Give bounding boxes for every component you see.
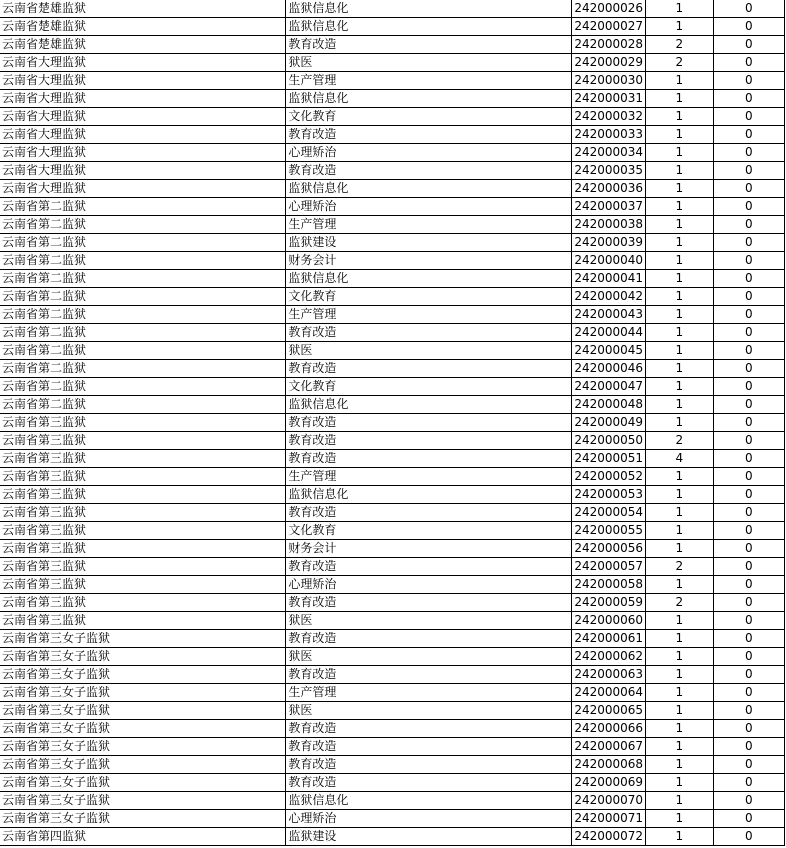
position-code-cell: 242000070	[572, 792, 646, 810]
position-code-cell: 242000072	[572, 828, 646, 846]
recruit-count-cell: 1	[646, 252, 713, 270]
table-row	[0, 180, 785, 198]
recruit-count-cell: 2	[646, 594, 713, 612]
position-code-cell: 242000067	[572, 738, 646, 756]
applicant-count-cell: 0	[713, 828, 784, 846]
table-row	[0, 108, 785, 126]
table-row	[0, 270, 785, 288]
unit-name-cell: 云南省第三监狱	[0, 504, 286, 522]
table-row	[0, 792, 785, 810]
table-row	[0, 630, 785, 648]
table-row	[0, 810, 785, 828]
unit-name-cell: 云南省第三女子监狱	[0, 648, 286, 666]
position-cell: 生产管理	[286, 72, 572, 90]
position-code-cell: 242000052	[572, 468, 646, 486]
position-code-cell: 242000046	[572, 360, 646, 378]
applicant-count-cell: 0	[713, 126, 784, 144]
position-cell: 教育改造	[286, 558, 572, 576]
recruit-count-cell: 1	[646, 774, 713, 792]
position-cell: 教育改造	[286, 504, 572, 522]
applicant-count-cell: 0	[713, 144, 784, 162]
recruit-count-cell: 1	[646, 576, 713, 594]
applicant-count-cell: 0	[713, 252, 784, 270]
table-row	[0, 0, 785, 18]
unit-name-cell: 云南省第二监狱	[0, 288, 286, 306]
recruit-count-cell: 1	[646, 270, 713, 288]
recruit-count-cell: 1	[646, 126, 713, 144]
applicant-count-cell: 0	[713, 378, 784, 396]
position-cell: 心理矫治	[286, 810, 572, 828]
unit-name-cell: 云南省第二监狱	[0, 270, 286, 288]
unit-name-cell: 云南省大理监狱	[0, 108, 286, 126]
position-cell: 教育改造	[286, 414, 572, 432]
unit-name-cell: 云南省第二监狱	[0, 324, 286, 342]
applicant-count-cell: 0	[713, 558, 784, 576]
unit-name-cell: 云南省大理监狱	[0, 144, 286, 162]
position-code-cell: 242000040	[572, 252, 646, 270]
position-cell: 生产管理	[286, 684, 572, 702]
table-row	[0, 468, 785, 486]
unit-name-cell: 云南省第二监狱	[0, 198, 286, 216]
position-code-cell: 242000061	[572, 630, 646, 648]
position-cell: 教育改造	[286, 720, 572, 738]
position-code-cell: 242000031	[572, 90, 646, 108]
unit-name-cell: 云南省第三女子监狱	[0, 666, 286, 684]
position-cell: 生产管理	[286, 306, 572, 324]
table-row	[0, 612, 785, 630]
applicant-count-cell: 0	[713, 648, 784, 666]
unit-name-cell: 云南省第三监狱	[0, 612, 286, 630]
recruit-count-cell: 1	[646, 72, 713, 90]
table-row	[0, 648, 785, 666]
position-cell: 生产管理	[286, 468, 572, 486]
table-row	[0, 396, 785, 414]
applicant-count-cell: 0	[713, 612, 784, 630]
position-code-cell: 242000045	[572, 342, 646, 360]
unit-name-cell: 云南省第三监狱	[0, 576, 286, 594]
position-code-cell: 242000028	[572, 36, 646, 54]
table-row	[0, 558, 785, 576]
recruit-count-cell: 1	[646, 504, 713, 522]
applicant-count-cell: 0	[713, 486, 784, 504]
position-cell: 教育改造	[286, 594, 572, 612]
unit-name-cell: 云南省第三监狱	[0, 414, 286, 432]
position-cell: 财务会计	[286, 252, 572, 270]
applicant-count-cell: 0	[713, 468, 784, 486]
recruit-count-cell: 1	[646, 198, 713, 216]
applicant-count-cell: 0	[713, 414, 784, 432]
recruit-count-cell: 1	[646, 828, 713, 846]
unit-name-cell: 云南省第三监狱	[0, 522, 286, 540]
table-row	[0, 162, 785, 180]
applicant-count-cell: 0	[713, 108, 784, 126]
position-cell: 监狱信息化	[286, 396, 572, 414]
unit-name-cell: 云南省第三女子监狱	[0, 792, 286, 810]
position-cell: 财务会计	[286, 540, 572, 558]
recruit-count-cell: 1	[646, 702, 713, 720]
position-cell: 教育改造	[286, 630, 572, 648]
position-cell: 教育改造	[286, 774, 572, 792]
unit-name-cell: 云南省第三监狱	[0, 468, 286, 486]
position-code-cell: 242000054	[572, 504, 646, 522]
recruit-count-cell: 1	[646, 666, 713, 684]
position-cell: 教育改造	[286, 666, 572, 684]
unit-name-cell: 云南省第二监狱	[0, 342, 286, 360]
table-row	[0, 432, 785, 450]
unit-name-cell: 云南省楚雄监狱	[0, 18, 286, 36]
table-row	[0, 774, 785, 792]
position-code-cell: 242000047	[572, 378, 646, 396]
recruit-count-cell: 1	[646, 324, 713, 342]
table-row	[0, 666, 785, 684]
applicant-count-cell: 0	[713, 72, 784, 90]
position-cell: 文化教育	[286, 288, 572, 306]
position-code-cell: 242000042	[572, 288, 646, 306]
position-code-cell: 242000048	[572, 396, 646, 414]
position-cell: 监狱建设	[286, 828, 572, 846]
position-code-cell: 242000065	[572, 702, 646, 720]
recruit-count-cell: 1	[646, 810, 713, 828]
position-cell: 教育改造	[286, 432, 572, 450]
table-row	[0, 414, 785, 432]
applicant-count-cell: 0	[713, 0, 784, 18]
position-code-cell: 242000026	[572, 0, 646, 18]
unit-name-cell: 云南省第三女子监狱	[0, 702, 286, 720]
position-cell: 狱医	[286, 648, 572, 666]
position-code-cell: 242000050	[572, 432, 646, 450]
table-row	[0, 72, 785, 90]
applicant-count-cell: 0	[713, 216, 784, 234]
table-row	[0, 756, 785, 774]
unit-name-cell: 云南省第二监狱	[0, 396, 286, 414]
table-row	[0, 378, 785, 396]
unit-name-cell: 云南省第四监狱	[0, 828, 286, 846]
position-code-cell: 242000064	[572, 684, 646, 702]
recruit-count-cell: 1	[646, 288, 713, 306]
position-code-cell: 242000033	[572, 126, 646, 144]
table-row	[0, 828, 785, 846]
recruit-count-cell: 1	[646, 216, 713, 234]
recruit-count-cell: 1	[646, 540, 713, 558]
applicant-count-cell: 0	[713, 594, 784, 612]
position-code-cell: 242000066	[572, 720, 646, 738]
position-cell: 监狱信息化	[286, 486, 572, 504]
table-row	[0, 486, 785, 504]
position-code-cell: 242000068	[572, 756, 646, 774]
applicant-count-cell: 0	[713, 360, 784, 378]
position-cell: 教育改造	[286, 36, 572, 54]
table-row	[0, 18, 785, 36]
table-row	[0, 36, 785, 54]
unit-name-cell: 云南省楚雄监狱	[0, 0, 286, 18]
applicant-count-cell: 0	[713, 504, 784, 522]
recruit-count-cell: 1	[646, 414, 713, 432]
position-cell: 监狱信息化	[286, 180, 572, 198]
applicant-count-cell: 0	[713, 522, 784, 540]
position-code-cell: 242000058	[572, 576, 646, 594]
table-row	[0, 594, 785, 612]
position-code-cell: 242000051	[572, 450, 646, 468]
recruit-count-cell: 1	[646, 234, 713, 252]
applicant-count-cell: 0	[713, 198, 784, 216]
position-code-cell: 242000027	[572, 18, 646, 36]
unit-name-cell: 云南省第二监狱	[0, 234, 286, 252]
applicant-count-cell: 0	[713, 234, 784, 252]
unit-name-cell: 云南省大理监狱	[0, 72, 286, 90]
unit-name-cell: 云南省第三监狱	[0, 540, 286, 558]
position-code-cell: 242000060	[572, 612, 646, 630]
recruit-count-cell: 1	[646, 90, 713, 108]
position-cell: 教育改造	[286, 324, 572, 342]
table-row	[0, 216, 785, 234]
position-code-cell: 242000049	[572, 414, 646, 432]
table-row	[0, 54, 785, 72]
unit-name-cell: 云南省第三监狱	[0, 558, 286, 576]
unit-name-cell: 云南省第二监狱	[0, 216, 286, 234]
position-cell: 监狱信息化	[286, 18, 572, 36]
recruit-count-cell: 1	[646, 378, 713, 396]
recruit-count-cell: 1	[646, 720, 713, 738]
recruit-count-cell: 1	[646, 630, 713, 648]
table-row	[0, 126, 785, 144]
position-cell: 教育改造	[286, 126, 572, 144]
table-row	[0, 720, 785, 738]
unit-name-cell: 云南省第三女子监狱	[0, 756, 286, 774]
unit-name-cell: 云南省第三女子监狱	[0, 738, 286, 756]
table-row	[0, 504, 785, 522]
applicant-count-cell: 0	[713, 666, 784, 684]
unit-name-cell: 云南省大理监狱	[0, 90, 286, 108]
position-cell: 心理矫治	[286, 198, 572, 216]
position-cell: 文化教育	[286, 108, 572, 126]
applicant-count-cell: 0	[713, 774, 784, 792]
applicant-count-cell: 0	[713, 630, 784, 648]
table-row	[0, 702, 785, 720]
position-code-cell: 242000059	[572, 594, 646, 612]
unit-name-cell: 云南省大理监狱	[0, 180, 286, 198]
position-code-cell: 242000044	[572, 324, 646, 342]
position-cell: 狱医	[286, 342, 572, 360]
position-cell: 狱医	[286, 702, 572, 720]
position-cell: 心理矫治	[286, 144, 572, 162]
recruit-count-cell: 1	[646, 486, 713, 504]
recruit-count-cell: 2	[646, 558, 713, 576]
position-cell: 心理矫治	[286, 576, 572, 594]
recruit-count-cell: 1	[646, 144, 713, 162]
applicant-count-cell: 0	[713, 288, 784, 306]
applicant-count-cell: 0	[713, 324, 784, 342]
recruit-count-cell: 2	[646, 54, 713, 72]
table-row	[0, 306, 785, 324]
table-row	[0, 450, 785, 468]
recruit-count-cell: 1	[646, 360, 713, 378]
unit-name-cell: 云南省第三女子监狱	[0, 720, 286, 738]
recruit-count-cell: 2	[646, 36, 713, 54]
position-code-cell: 242000062	[572, 648, 646, 666]
unit-name-cell: 云南省楚雄监狱	[0, 36, 286, 54]
applicant-count-cell: 0	[713, 738, 784, 756]
recruit-count-cell: 1	[646, 162, 713, 180]
position-cell: 监狱信息化	[286, 792, 572, 810]
position-code-cell: 242000038	[572, 216, 646, 234]
position-code-cell: 242000035	[572, 162, 646, 180]
position-code-cell: 242000063	[572, 666, 646, 684]
table-row	[0, 342, 785, 360]
applicant-count-cell: 0	[713, 270, 784, 288]
position-code-cell: 242000057	[572, 558, 646, 576]
recruit-count-cell: 1	[646, 756, 713, 774]
recruit-count-cell: 1	[646, 108, 713, 126]
table-row	[0, 738, 785, 756]
position-code-cell: 242000032	[572, 108, 646, 126]
position-cell: 教育改造	[286, 162, 572, 180]
position-cell: 监狱信息化	[286, 90, 572, 108]
table-row	[0, 234, 785, 252]
position-cell: 监狱信息化	[286, 0, 572, 18]
recruit-count-cell: 1	[646, 468, 713, 486]
position-cell: 监狱信息化	[286, 270, 572, 288]
applicant-count-cell: 0	[713, 18, 784, 36]
applicant-count-cell: 0	[713, 756, 784, 774]
table-row	[0, 324, 785, 342]
applicant-count-cell: 0	[713, 792, 784, 810]
position-code-cell: 242000039	[572, 234, 646, 252]
position-code-cell: 242000055	[572, 522, 646, 540]
unit-name-cell: 云南省第二监狱	[0, 252, 286, 270]
unit-name-cell: 云南省第三监狱	[0, 450, 286, 468]
applicant-count-cell: 0	[713, 54, 784, 72]
position-code-cell: 242000071	[572, 810, 646, 828]
position-cell: 文化教育	[286, 378, 572, 396]
position-code-cell: 242000036	[572, 180, 646, 198]
table-row	[0, 576, 785, 594]
unit-name-cell: 云南省大理监狱	[0, 54, 286, 72]
position-code-cell: 242000056	[572, 540, 646, 558]
unit-name-cell: 云南省第三监狱	[0, 594, 286, 612]
position-code-cell: 242000034	[572, 144, 646, 162]
position-cell: 文化教育	[286, 522, 572, 540]
recruit-count-cell: 1	[646, 648, 713, 666]
table-row	[0, 360, 785, 378]
position-code-cell: 242000053	[572, 486, 646, 504]
unit-name-cell: 云南省第三女子监狱	[0, 774, 286, 792]
position-code-cell: 242000037	[572, 198, 646, 216]
position-cell: 狱医	[286, 612, 572, 630]
recruit-count-cell: 1	[646, 306, 713, 324]
unit-name-cell: 云南省第二监狱	[0, 378, 286, 396]
table-row	[0, 252, 785, 270]
table-row	[0, 198, 785, 216]
applicant-count-cell: 0	[713, 432, 784, 450]
position-cell: 教育改造	[286, 756, 572, 774]
recruit-count-cell: 1	[646, 612, 713, 630]
applicant-count-cell: 0	[713, 162, 784, 180]
applicant-count-cell: 0	[713, 540, 784, 558]
applicant-count-cell: 0	[713, 180, 784, 198]
recruit-count-cell: 1	[646, 792, 713, 810]
applicant-count-cell: 0	[713, 810, 784, 828]
applicant-count-cell: 0	[713, 306, 784, 324]
applicant-count-cell: 0	[713, 576, 784, 594]
unit-name-cell: 云南省大理监狱	[0, 162, 286, 180]
recruit-count-cell: 1	[646, 18, 713, 36]
position-cell: 监狱建设	[286, 234, 572, 252]
position-code-cell: 242000041	[572, 270, 646, 288]
recruit-count-cell: 1	[646, 522, 713, 540]
recruit-count-cell: 1	[646, 342, 713, 360]
recruit-count-cell: 1	[646, 738, 713, 756]
unit-name-cell: 云南省大理监狱	[0, 126, 286, 144]
position-code-cell: 242000069	[572, 774, 646, 792]
position-cell: 狱医	[286, 54, 572, 72]
position-code-cell: 242000043	[572, 306, 646, 324]
applicant-count-cell: 0	[713, 720, 784, 738]
position-code-cell: 242000029	[572, 54, 646, 72]
unit-name-cell: 云南省第三女子监狱	[0, 684, 286, 702]
table-row	[0, 90, 785, 108]
applicant-count-cell: 0	[713, 342, 784, 360]
applicant-count-cell: 0	[713, 450, 784, 468]
table-row	[0, 522, 785, 540]
recruit-count-cell: 1	[646, 0, 713, 18]
unit-name-cell: 云南省第三女子监狱	[0, 630, 286, 648]
applicant-count-cell: 0	[713, 702, 784, 720]
recruit-count-cell: 2	[646, 432, 713, 450]
position-cell: 教育改造	[286, 738, 572, 756]
position-cell: 生产管理	[286, 216, 572, 234]
applicant-count-cell: 0	[713, 90, 784, 108]
applicant-count-cell: 0	[713, 684, 784, 702]
recruit-count-cell: 1	[646, 684, 713, 702]
unit-name-cell: 云南省第三监狱	[0, 486, 286, 504]
position-cell: 教育改造	[286, 450, 572, 468]
unit-name-cell: 云南省第三监狱	[0, 432, 286, 450]
table-row	[0, 684, 785, 702]
recruit-count-cell: 4	[646, 450, 713, 468]
applicant-count-cell: 0	[713, 36, 784, 54]
unit-name-cell: 云南省第二监狱	[0, 360, 286, 378]
unit-name-cell: 云南省第二监狱	[0, 306, 286, 324]
table-row	[0, 144, 785, 162]
position-code-cell: 242000030	[572, 72, 646, 90]
position-cell: 教育改造	[286, 360, 572, 378]
table-row	[0, 288, 785, 306]
unit-name-cell: 云南省第三女子监狱	[0, 810, 286, 828]
recruit-count-cell: 1	[646, 396, 713, 414]
applicant-count-cell: 0	[713, 396, 784, 414]
recruit-count-cell: 1	[646, 180, 713, 198]
table-row	[0, 540, 785, 558]
